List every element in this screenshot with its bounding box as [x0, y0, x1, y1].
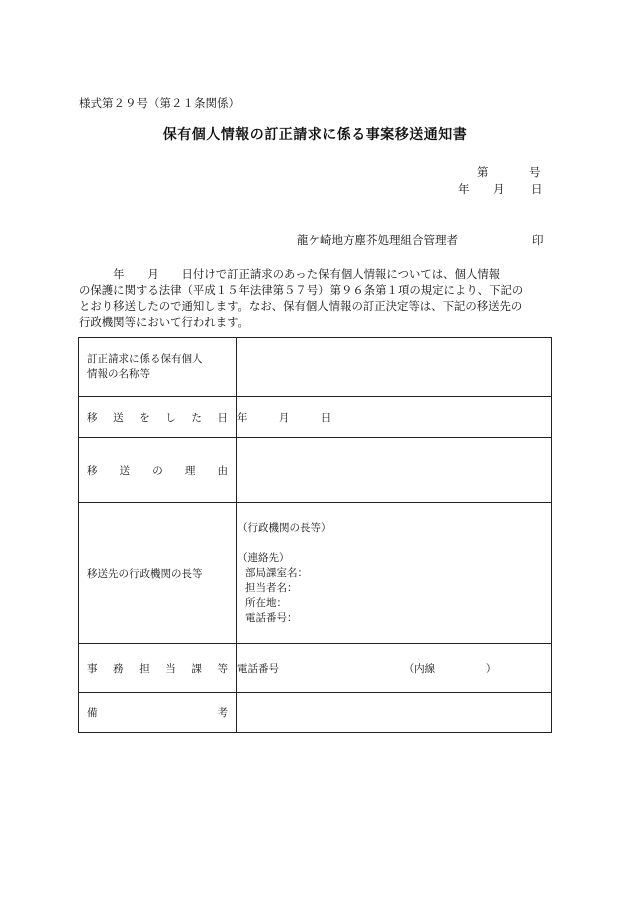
destination-person: 担当者名：	[245, 581, 298, 594]
date-year: 年	[458, 182, 470, 196]
document-title: 保有個人情報の訂正請求に係る事案移送通知書	[162, 127, 468, 143]
sender-name: 龍ケ崎地方塵芥処理組合管理者	[297, 233, 458, 247]
value-transfer-reason[interactable]	[237, 438, 552, 503]
office-extension-open: （内線	[403, 662, 436, 675]
label-line: 情報の名称等	[87, 368, 150, 380]
destination-dept: 部局課室名：	[245, 566, 308, 579]
notice-body-line: の保護に関する法律（平成１５年法律第５７号）第９６条第１項の規定により、下記の	[79, 283, 524, 297]
label-destination: 移送先の行政機関の長等	[79, 503, 237, 644]
destination-contact: （連絡先）	[237, 551, 290, 564]
label-char: 考	[217, 707, 228, 719]
notice-body-line: 行政機関等において行われます。	[79, 315, 249, 329]
transfer-month: 月	[278, 411, 290, 424]
label-line: 訂正請求に係る保有個人	[87, 353, 203, 365]
label-char: 課	[191, 662, 202, 675]
ref-number-prefix: 第	[477, 165, 489, 179]
label-char: 担	[139, 662, 150, 675]
value-info-name[interactable]	[237, 338, 552, 397]
office-extension-close: ）	[485, 662, 497, 675]
label-transfer-reason	[79, 438, 237, 503]
label-info-name	[79, 338, 237, 397]
value-transfer-date[interactable]	[237, 397, 552, 438]
label-char: 理	[184, 464, 196, 477]
label-transfer-date	[79, 397, 237, 438]
table-row	[79, 693, 552, 733]
label-char: 送	[119, 464, 131, 477]
label-char: 由	[217, 464, 228, 477]
seal-mark: 印	[532, 233, 544, 247]
label-char: 事	[87, 662, 98, 675]
value-destination[interactable]	[237, 503, 552, 644]
form-number: 様式第２９号（第２１条関係）	[79, 96, 240, 110]
label-char: 等	[217, 662, 228, 675]
notice-body-line: 年 月 日付けで訂正請求のあった保有個人情報については、個人情報	[79, 267, 501, 281]
notice-body-line: とおり移送したので通知します。なお、保有個人情報の訂正決定等は、下記の移送先の	[79, 299, 523, 313]
transfer-day: 日	[320, 411, 332, 424]
date-month: 月	[493, 182, 505, 196]
label-char: 移	[87, 464, 98, 477]
office-phone-label: 電話番号	[237, 662, 279, 675]
ref-number-suffix: 号	[529, 165, 541, 179]
notice-body	[79, 266, 553, 330]
destination-phone: 電話番号：	[245, 611, 298, 624]
label-office	[79, 644, 237, 693]
label-char: の	[152, 464, 163, 477]
label-remarks	[79, 693, 237, 733]
transfer-details-table	[78, 337, 552, 733]
label-char: た	[191, 411, 202, 424]
label-char: を	[139, 411, 150, 424]
destination-head: （行政機関の長等）	[237, 521, 332, 534]
table-row	[79, 438, 552, 503]
table-row	[79, 338, 552, 397]
destination-address: 所在地：	[245, 596, 287, 609]
label-char: し	[165, 411, 176, 424]
label-char: 移	[87, 411, 98, 424]
value-office[interactable]	[237, 644, 552, 693]
table-row	[79, 644, 552, 693]
table-row	[79, 503, 552, 644]
date-day: 日	[531, 182, 543, 196]
label-char: 送	[113, 411, 124, 424]
transfer-year: 年	[237, 411, 248, 424]
label-char: 備	[87, 707, 98, 719]
label-char: 当	[165, 662, 176, 675]
table-row	[79, 397, 552, 438]
label-char: 日	[217, 411, 228, 424]
label-char: 務	[113, 662, 124, 675]
value-remarks[interactable]	[237, 693, 552, 733]
